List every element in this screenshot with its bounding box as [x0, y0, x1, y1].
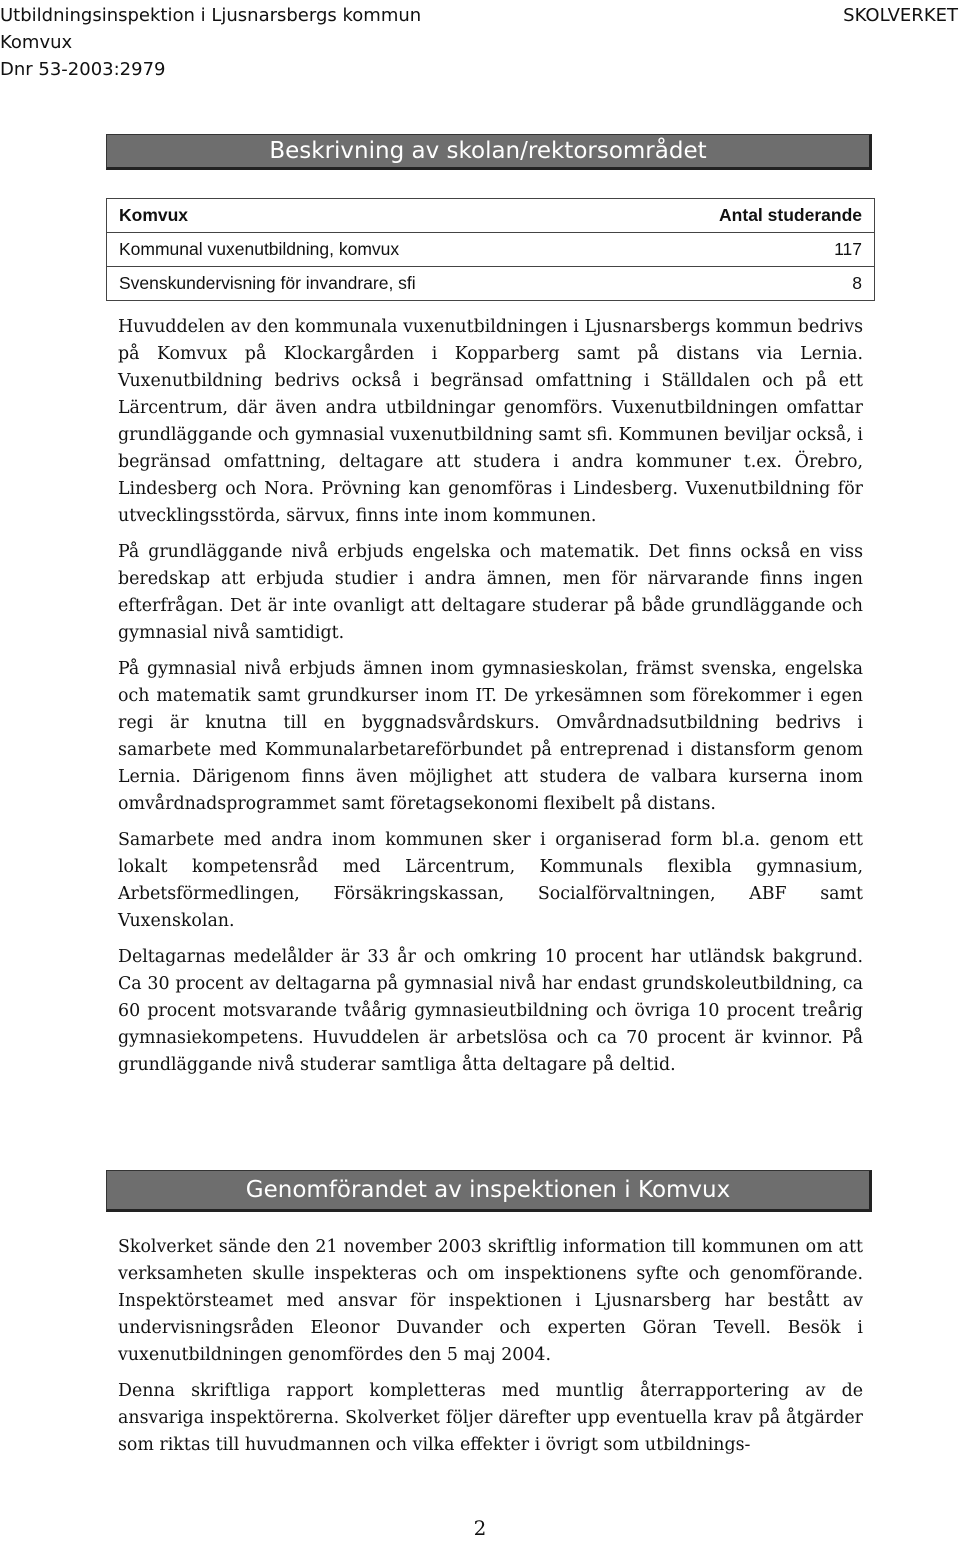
table-header-row — [107, 199, 875, 233]
header-school: Komvux — [0, 32, 73, 53]
header-report-title: Utbildningsinspektion i Ljusnarsbergs kommun — [0, 5, 422, 26]
table-header-value: Antal studerande — [611, 199, 874, 233]
section-heading-inspection: Genomförandet av inspektionen i Komvux — [106, 1170, 872, 1212]
paragraph: Skolverket sände den 21 november 2003 skriftlig information till kommunen om att verksamheten skulle inspekteras och om inspektionens syfte och genomförande. Inspektörsteamet med ansvar för inspektionen i Ljusnarsberg har bestått av undervisningsråden Eleonor Duvander och experten Göran Tevell. Besök i vuxenutbildningen genomfördes den 5 maj 2004. — [118, 1237, 863, 1365]
section2-body — [118, 1234, 863, 1468]
table-cell-label: Kommunal vuxenutbildning, komvux — [107, 233, 612, 267]
student-count-table — [106, 198, 875, 301]
table-cell-label: Svenskundervisning för invandrare, sfi — [107, 267, 612, 301]
table-row — [107, 267, 875, 301]
section1-body — [118, 314, 863, 1088]
page-number: 2 — [473, 1516, 487, 1540]
paragraph: Denna skriftliga rapport kompletteras med muntlig återrapportering av de ansvariga inspektörerna. Skolverket följer därefter upp eventuella krav på åtgärder som riktas till huvudmannen och vilka effekter i övrigt som utbildnings- — [118, 1381, 863, 1455]
table-cell-value: 117 — [611, 233, 874, 267]
paragraph: Huvuddelen av den kommunala vuxenutbildningen i Ljusnarsbergs kommun bedrivs på Komvux på Klockargården i Kopparberg samt på distans via Lernia. Vuxenutbildning bedrivs också i begränsad omfattning i Ställdalen och på ett Lärcentrum, där även andra utbildningar genomförs. Vuxenutbildningen omfattar grundläggande och gymnasial vuxenutbildning samt sfi. Kommunen beviljar också, i begränsad omfattning, deltagare att studera i andra kommuner t.ex. Örebro, Lindesberg och Nora. Prövning kan genomföras i Lindesberg. Vuxenutbildning för utvecklingsstörda, särvux, finns inte inom kommunen. — [118, 317, 863, 526]
header-reference: Dnr 53-2003:2979 — [0, 59, 166, 80]
paragraph: På gymnasial nivå erbjuds ämnen inom gymnasieskolan, främst svenska, engelska och matematik samt grundkurser inom IT. De yrkesämnen som förekommer i egen regi är knutna till en byggnadsvårdskurs. Omvårdnadsutbildning bedrivs i samarbete med Kommunalarbetareförbundet på entreprenad i distansform genom Lernia. Därigenom finns även möjlighet att studera de valbara kurserna inom omvårdnadsprogrammet samt företagsekonomi flexibelt på distans. — [118, 659, 863, 814]
paragraph: På grundläggande nivå erbjuds engelska och matematik. Det finns också en viss beredskap att erbjuda studier i andra ämnen, men för närvarande finns ingen efterfrågan. Det är inte ovanligt att deltagare studerar på både grundläggande och gymnasial nivå samtidigt. — [118, 542, 863, 643]
paragraph: Samarbete med andra inom kommunen sker i organiserad form bl.a. genom ett lokalt kompetensråd med Lärcentrum, Kommunals flexibla gymnasium, Arbetsförmedlingen, Försäkringskassan, Socialförvaltningen, ABF samt Vuxenskolan. — [118, 830, 863, 931]
table-row — [107, 233, 875, 267]
table-header-label: Komvux — [107, 199, 612, 233]
paragraph: Deltagarnas medelålder är 33 år och omkring 10 procent har utländsk bakgrund. Ca 30 procent av deltagarna på gymnasial nivå har endast grundskoleutbildning, ca 60 procent motsvarande tvåårig gymnasieutbildning och övriga 10 procent treårig gymnasiekompetens. Huvuddelen är arbetslösa och ca 70 procent är kvinnor. På grundläggande nivå studerar samtliga åtta deltagare på deltid. — [118, 947, 863, 1075]
running-header — [0, 2, 421, 83]
table-cell-value: 8 — [611, 267, 874, 301]
section-heading-description: Beskrivning av skolan/rektorsområdet — [106, 134, 872, 170]
header-agency: SKOLVERKET — [843, 5, 958, 26]
